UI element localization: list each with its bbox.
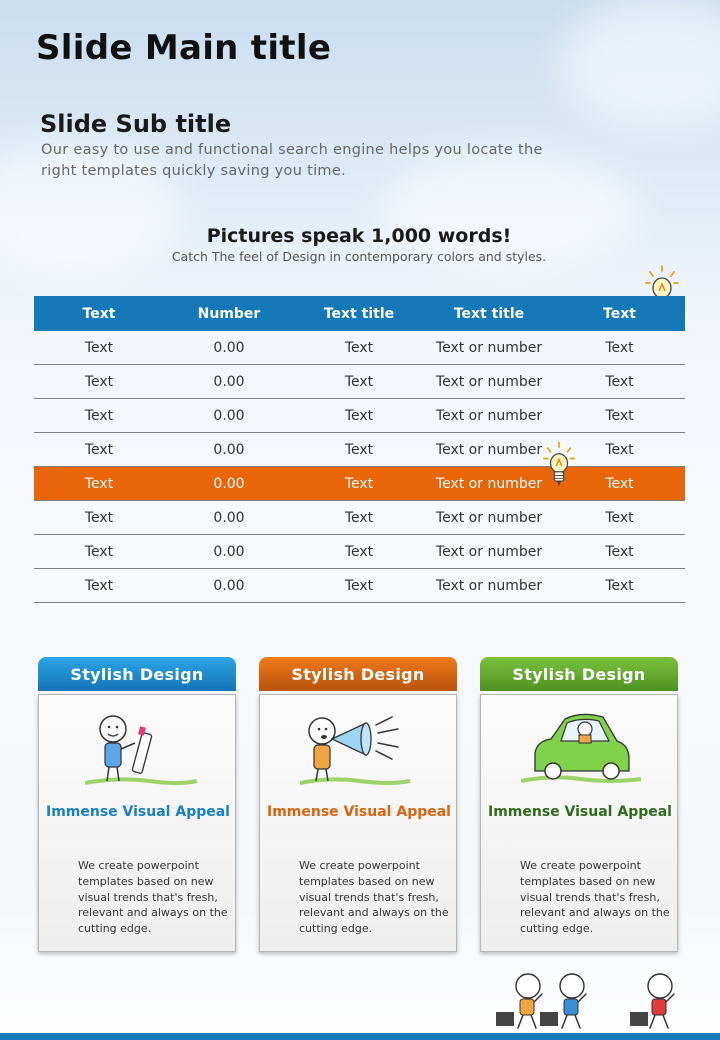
feature-card bbox=[480, 657, 678, 952]
table-row bbox=[34, 501, 685, 535]
table-cell: Text bbox=[34, 433, 164, 467]
table-cell: 0.00 bbox=[164, 501, 294, 535]
card-text: We create powerpoint templates based on new visual trends that's fresh, relevant and always on the cutting edge. bbox=[78, 859, 228, 936]
table-row bbox=[34, 467, 685, 501]
card-header: Stylish Design bbox=[259, 657, 457, 691]
card-heading: Immense Visual Appeal bbox=[267, 804, 451, 820]
table-row bbox=[34, 433, 685, 467]
card-body bbox=[259, 694, 457, 952]
table-cell: Text bbox=[34, 535, 164, 569]
card-heading: Immense Visual Appeal bbox=[488, 804, 672, 820]
table-row bbox=[34, 365, 685, 399]
card-header: Stylish Design bbox=[38, 657, 236, 691]
table-cell: Text or number bbox=[424, 501, 554, 535]
table-cell: Text bbox=[34, 501, 164, 535]
table-cell: Text bbox=[554, 501, 685, 535]
table-cell: Text bbox=[294, 501, 424, 535]
table-cell: Text bbox=[34, 467, 164, 501]
table-cell: Text bbox=[554, 331, 685, 365]
table-cell: Text bbox=[34, 365, 164, 399]
table-cell: 0.00 bbox=[164, 467, 294, 501]
table-cell: Text or number bbox=[424, 331, 554, 365]
bottom-bar bbox=[0, 1033, 720, 1040]
card-header: Stylish Design bbox=[480, 657, 678, 691]
table-cell: Text or number bbox=[424, 399, 554, 433]
table-cell: Text bbox=[554, 569, 685, 603]
card-body bbox=[38, 694, 236, 952]
table-cell: Text bbox=[34, 399, 164, 433]
table-cell: Text bbox=[294, 535, 424, 569]
slide-main-title: Slide Main title bbox=[36, 28, 332, 68]
table-header-cell: Number bbox=[164, 296, 294, 331]
card-text: We create powerpoint templates based on new visual trends that's fresh, relevant and always on the cutting edge. bbox=[299, 859, 449, 936]
table-row bbox=[34, 569, 685, 603]
table-cell: 0.00 bbox=[164, 535, 294, 569]
table-cell: Text bbox=[554, 467, 685, 501]
table-cell: Text bbox=[294, 569, 424, 603]
table-cell: Text or number bbox=[424, 535, 554, 569]
table-cell: Text or number bbox=[424, 467, 554, 501]
table-cell: Text bbox=[554, 399, 685, 433]
slide-sub-title: Slide Sub title bbox=[40, 110, 232, 138]
table-cell: Text or number bbox=[424, 365, 554, 399]
table-cell: 0.00 bbox=[164, 365, 294, 399]
table-cell: Text bbox=[294, 467, 424, 501]
table-header-cell: Text title bbox=[294, 296, 424, 331]
table-header-row bbox=[34, 296, 685, 331]
table-cell: 0.00 bbox=[164, 569, 294, 603]
stick-figure-in-car-icon bbox=[521, 707, 641, 787]
stick-figure-with-megaphone-icon bbox=[300, 707, 420, 787]
table-cell: Text bbox=[554, 433, 685, 467]
walking-stick-figures-icon bbox=[492, 972, 692, 1032]
table-header-cell: Text title bbox=[424, 296, 554, 331]
table-row bbox=[34, 331, 685, 365]
data-table bbox=[34, 296, 685, 603]
card-heading: Immense Visual Appeal bbox=[46, 804, 230, 820]
stick-figure-with-marker-icon bbox=[79, 707, 199, 787]
lightbulb-icon bbox=[542, 440, 576, 494]
table-cell: 0.00 bbox=[164, 399, 294, 433]
table-header-cell: Text bbox=[34, 296, 164, 331]
feature-card bbox=[259, 657, 457, 952]
section-heading: Pictures speak 1,000 words! bbox=[206, 225, 512, 247]
table-cell: Text bbox=[294, 399, 424, 433]
table-cell: Text bbox=[294, 433, 424, 467]
table-cell: 0.00 bbox=[164, 433, 294, 467]
table-cell: Text bbox=[554, 535, 685, 569]
table-row bbox=[34, 535, 685, 569]
subtitle-description: Our easy to use and functional search engine helps you locate the right templates quickly saving you time. bbox=[41, 142, 543, 179]
table-cell: 0.00 bbox=[164, 331, 294, 365]
table-cell: Text or number bbox=[424, 569, 554, 603]
table-cell: Text bbox=[34, 569, 164, 603]
section-caption: Catch The feel of Design in contemporary colors and styles. bbox=[171, 249, 547, 264]
table-cell: Text bbox=[294, 331, 424, 365]
card-body bbox=[480, 694, 678, 952]
table-cell: Text bbox=[554, 365, 685, 399]
table-row bbox=[34, 399, 685, 433]
feature-card bbox=[38, 657, 236, 952]
table-cell: Text or number bbox=[424, 433, 554, 467]
card-text: We create powerpoint templates based on new visual trends that's fresh, relevant and always on the cutting edge. bbox=[520, 859, 670, 936]
table-cell: Text bbox=[294, 365, 424, 399]
table-header-cell: Text bbox=[554, 296, 685, 331]
table-cell: Text bbox=[34, 331, 164, 365]
